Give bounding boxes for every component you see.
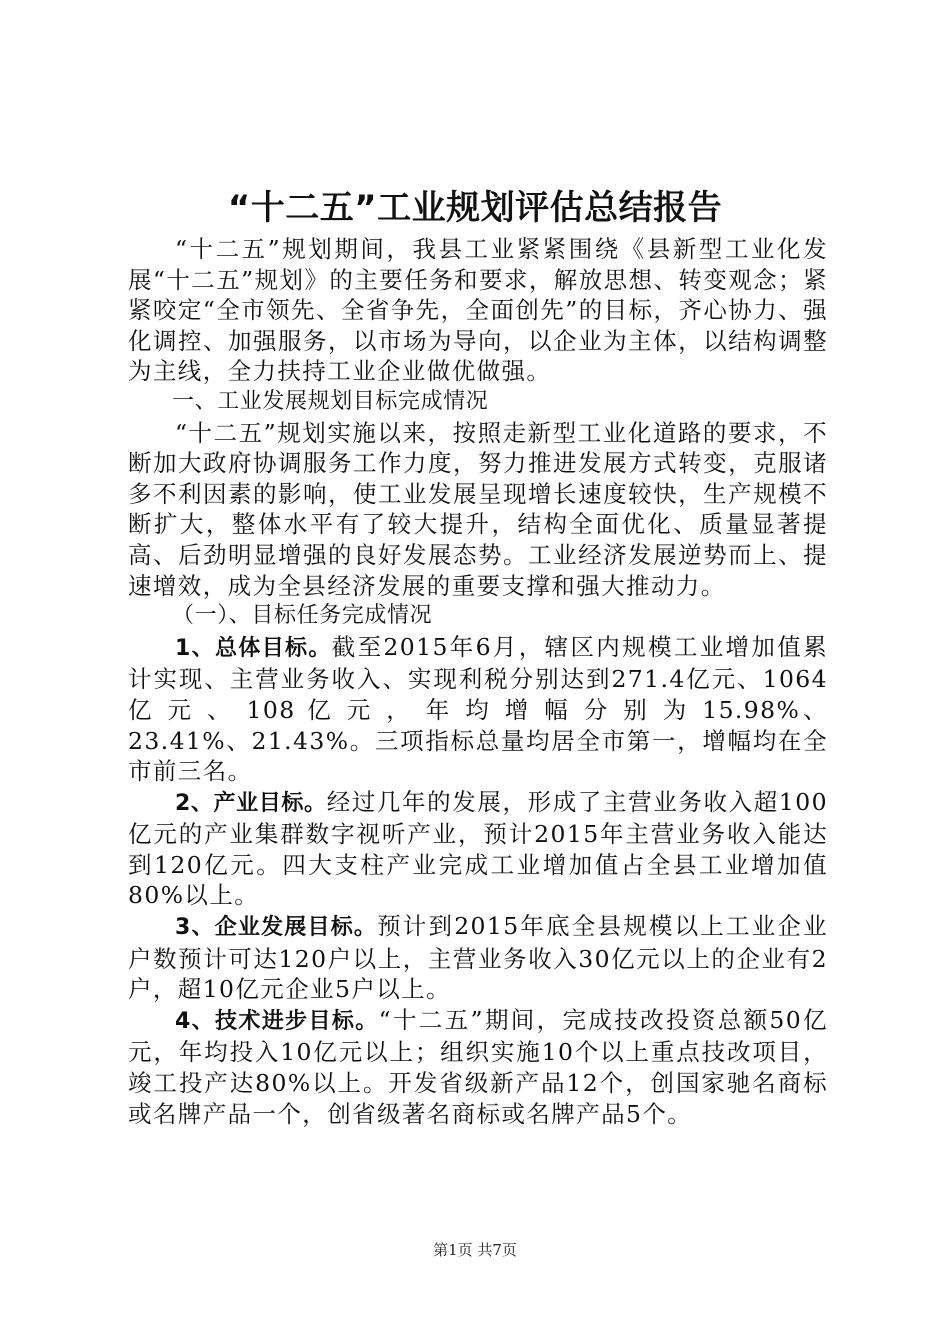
section-paragraph: “十二五”规划实施以来，按照走新型工业化道路的要求，不断加大政府协调服务工作力度，努力推进发展方式转变，克服诸多不利因素的影响，使工业发展呈现增长速度较快，生产规模不断扩大，整体水平有了较大提升，结构全面优化、质量显著提高、后劲明显增强的良好发展态势。工业经济发展逆势而上、提速增效，成为全县经济发展的重要支撑和强大推动力。 xyxy=(128,418,828,600)
item-paragraph-technology xyxy=(128,1005,828,1129)
item-paragraph-enterprise xyxy=(128,911,828,1005)
item-body-enterprise: 预计到2015年底全县规模以上工业企业户数预计可达120户以上，主营业务收入30亿元以上的企业有2户，超10亿元企业5户以上。 xyxy=(128,912,828,1004)
document-body xyxy=(128,234,828,1129)
item-body-technology: “十二五”期间，完成技改投资总额50亿元，年均投入10亿元以上；组织实施10个以上重点技改项目，竣工投产达80%以上。开发省级新产品12个，创国家驰名商标或名牌产品一个，创省级著名商标或名牌产品5个。 xyxy=(128,1005,829,1128)
item-paragraph-industry xyxy=(128,787,828,911)
item-body-overall: 截至2015年6月，辖区内规模工业增加值累计实现、主营业务收入、实现利税分别达到271.4亿元、1064 亿 元 、 108 亿 元 ， 年 均 增 幅 分 别 为 15.98%、23.41%、21.43%。三项指标总量均居全市第一，增幅均在全市前三名。 xyxy=(128,632,828,786)
item-body-industry: 经过几年的发展，形成了主营业务收入超100亿元的产业集群数字视听产业，预计2015年主营业务收入能达到120亿元。四大支柱产业完成工业增加值占全县工业增加值80%以上。 xyxy=(128,787,828,910)
section-heading: 一、工业发展规划目标完成情况 xyxy=(172,388,489,414)
item-paragraph-overall xyxy=(128,632,828,787)
item-lead-overall: 1、总体目标。 xyxy=(175,635,332,661)
page-footer: 第1页 共7页 xyxy=(433,1241,517,1259)
document-title: “十二五”工业规划评估总结报告 xyxy=(227,188,723,228)
item-lead-industry: 2、产业目标。 xyxy=(175,790,327,816)
item-lead-technology: 4、技术进步目标。 xyxy=(175,1008,379,1034)
item-lead-enterprise: 3、企业发展目标。 xyxy=(175,915,378,941)
intro-paragraph: “十二五”规划期间，我县工业紧紧围绕《县新型工业化发展“十二五”规划》的主要任务和要求，解放思想、转变观念；紧紧咬定“全市领先、全省争先，全面创先”的目标，齐心协力、强化调控、加强服务，以市场为导向，以企业为主体，以结构调整为主线，全力扶持工业企业做优做强。 xyxy=(128,235,828,386)
subsection-heading: （一）、目标任务完成情况 xyxy=(172,603,433,629)
